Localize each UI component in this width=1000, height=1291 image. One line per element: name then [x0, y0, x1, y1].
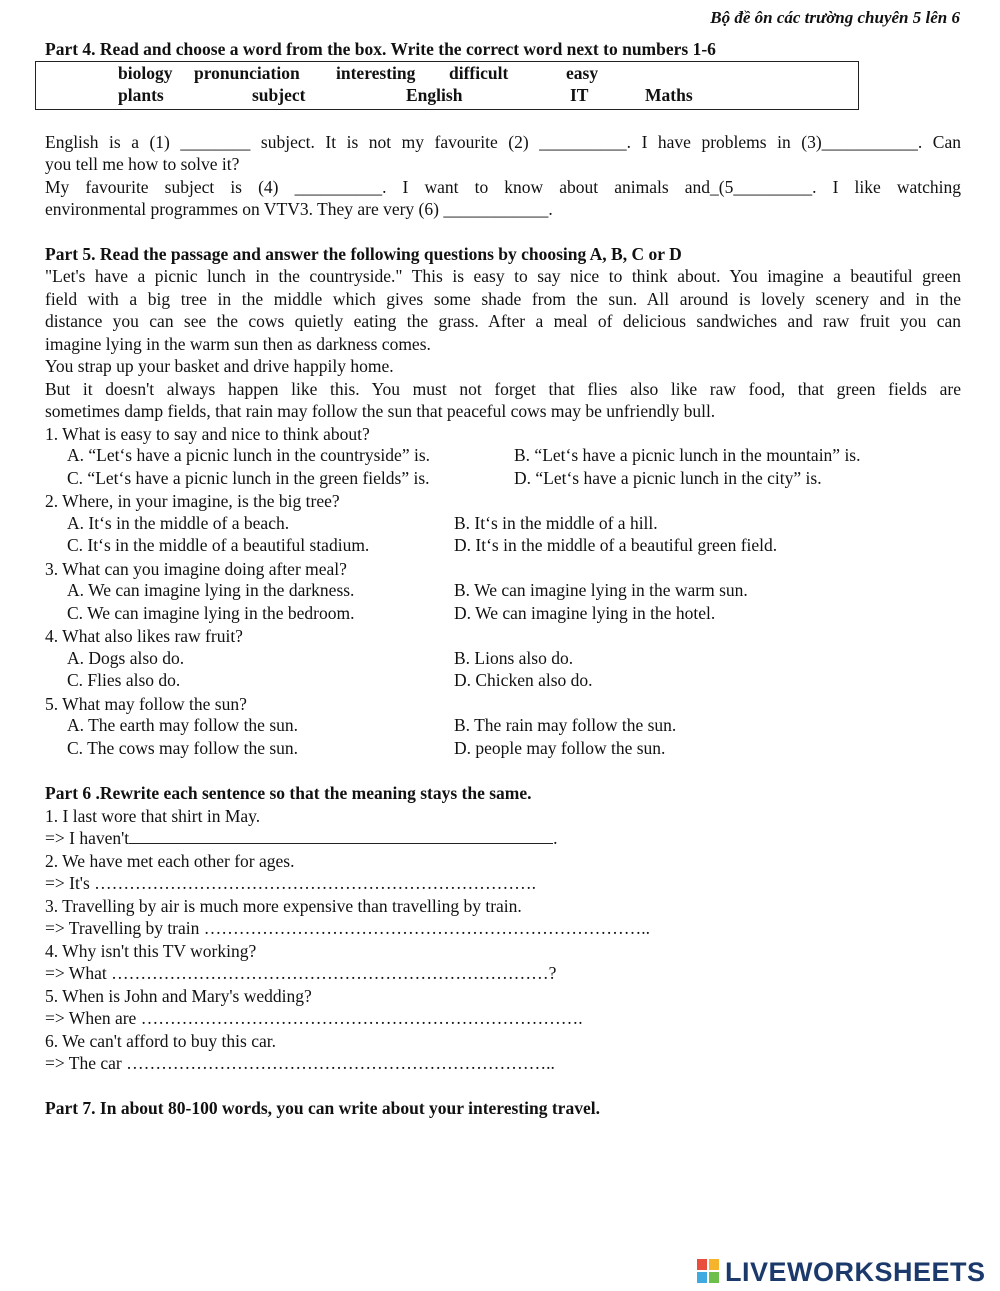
q5-option-a[interactable]: A. The earth may follow the sun. — [67, 715, 299, 735]
rewrite-sentence-4: 4. Why isn't this TV working? — [45, 940, 257, 961]
liveworksheets-logo — [697, 1255, 986, 1289]
q2-option-b[interactable]: B. It‘s in the middle of a hill. — [454, 512, 658, 533]
q3-option-d[interactable]: D. We can imagine lying in the hotel. — [454, 602, 716, 623]
passage-line-1: "Let's have a picnic lunch in the countryside." This is easy to say nice to think about. You imagine a beautiful green — [45, 266, 961, 286]
passage-line-4: imagine lying in the warm sun then as darkness comes. — [45, 333, 431, 354]
part4-line-4[interactable]: environmental programmes on VTV3. They are very (6) ____________. — [45, 199, 553, 219]
part5-heading: Part 5. Read the passage and answer the following questions by choosing A, B, C or D — [45, 243, 682, 264]
part4-line-2: you tell me how to solve it? — [45, 154, 240, 174]
q1-option-a[interactable]: A. “Let‘s have a picnic lunch in the countryside” is. — [67, 445, 431, 465]
part4-line-1[interactable]: English is a (1) ________ subject. It is not my favourite (2) __________. I have problems in (3)___________. Can — [45, 131, 961, 152]
q4-option-b[interactable]: B. Lions also do. — [454, 647, 574, 668]
worksheet-content — [45, 38, 961, 1119]
q3-option-b[interactable]: B. We can imagine lying in the warm sun. — [454, 580, 748, 600]
rewrite-sentence-2: 2. We have met each other for ages. — [45, 850, 295, 871]
word-difficult: difficult — [449, 62, 509, 83]
rewrite-answer-1[interactable] — [45, 827, 961, 850]
q1-option-d[interactable]: D. “Let‘s have a picnic lunch in the city” is. — [514, 467, 822, 488]
q4-option-d[interactable]: D. Chicken also do. — [454, 670, 593, 690]
part4-heading: Part 4. Read and choose a word from the box. Write the correct word next to numbers 1-6 — [45, 39, 716, 59]
question-2: 2. Where, in your imagine, is the big tree? — [45, 491, 340, 511]
passage-line-2: field with a big tree in the middle which gives some shade from the sun. All around is lovely scenery and in the — [45, 288, 961, 309]
liveworksheets-logo-text: LIVEWORKSHEETS — [725, 1256, 986, 1287]
header-title: Bộ đề ôn các trường chuyên 5 lên 6 — [710, 8, 960, 27]
q5-option-b[interactable]: B. The rain may follow the sun. — [454, 715, 677, 735]
passage-line-3: distance you can see the cows quietly eating the grass. After a meal of delicious sandwiches and raw fruit you can — [45, 311, 961, 331]
part4-line-3[interactable]: My favourite subject is (4) __________. I want to know about animals and_(5_________. I like watching — [45, 176, 961, 197]
word-plants: plants — [118, 84, 164, 105]
word-biology: biology — [118, 62, 173, 83]
word-interesting: interesting — [336, 62, 416, 83]
word-pronunciation: pronunciation — [194, 62, 300, 83]
part6-heading: Part 6 .Rewrite each sentence so that the meaning stays the same. — [45, 783, 532, 803]
q2-option-c[interactable]: C. It‘s in the middle of a beautiful stadium. — [67, 535, 370, 555]
q5-option-d[interactable]: D. people may follow the sun. — [454, 737, 666, 758]
question-1: 1. What is easy to say and nice to think about? — [45, 423, 370, 444]
question-5: 5. What may follow the sun? — [45, 693, 247, 714]
q4-option-a[interactable]: A. Dogs also do. — [67, 647, 185, 668]
rewrite-answer-5[interactable]: => When are …………………………………………………………………. — [45, 1008, 583, 1028]
rewrite-answer-6[interactable]: => The car ……………………………………………………………….. — [45, 1053, 555, 1073]
rewrite-blank-1[interactable] — [129, 829, 553, 844]
rewrite-answer-3[interactable]: => Travelling by train ………………………………………………………………….. — [45, 918, 651, 938]
question-4: 4. What also likes raw fruit? — [45, 626, 243, 646]
passage-line-6: But it doesn't always happen like this. You must not forget that flies also like raw food, that green fields are — [45, 378, 961, 399]
word-box-row-2 — [36, 85, 858, 107]
passage-line-7: sometimes damp fields, that rain may follow the sun that peaceful cows may be unfriendly bull. — [45, 401, 716, 421]
rewrite-end-1: . — [553, 828, 558, 848]
part7-heading: Part 7. In about 80-100 words, you can write about your interesting travel. — [45, 1097, 600, 1118]
rewrite-sentence-3: 3. Travelling by air is much more expensive than travelling by train. — [45, 895, 522, 916]
rewrite-sentence-5: 5. When is John and Mary's wedding? — [45, 985, 312, 1006]
q2-option-d[interactable]: D. It‘s in the middle of a beautiful green field. — [454, 535, 778, 555]
q4-option-c[interactable]: C. Flies also do. — [67, 670, 181, 690]
q3-option-c[interactable]: C. We can imagine lying in the bedroom. — [67, 602, 355, 623]
rewrite-sentence-1: 1. I last wore that shirt in May. — [45, 805, 261, 826]
rewrite-answer-4[interactable]: => What …………………………………………………………………? — [45, 963, 557, 983]
q2-option-a[interactable]: A. It‘s in the middle of a beach. — [67, 512, 290, 533]
word-easy: easy — [566, 62, 599, 83]
q3-option-a[interactable]: A. We can imagine lying in the darkness. — [67, 580, 355, 600]
rewrite-answer-2[interactable]: => It's …………………………………………………………………. — [45, 873, 537, 893]
word-box-row-1 — [36, 63, 858, 85]
q5-option-c[interactable]: C. The cows may follow the sun. — [67, 737, 299, 758]
q1-option-b[interactable]: B. “Let‘s have a picnic lunch in the mountain” is. — [514, 445, 861, 465]
question-3: 3. What can you imagine doing after meal? — [45, 558, 347, 579]
q1-option-c[interactable]: C. “Let‘s have a picnic lunch in the green fields” is. — [67, 467, 430, 488]
word-it: IT — [570, 84, 589, 105]
word-english: English — [406, 84, 463, 105]
word-maths: Maths — [645, 84, 693, 105]
liveworksheets-logo-icon — [697, 1259, 721, 1285]
rewrite-sentence-6: 6. We can't afford to buy this car. — [45, 1030, 276, 1051]
rewrite-prompt-1: => I haven't — [45, 828, 130, 848]
word-box — [35, 61, 859, 110]
word-subject: subject — [252, 84, 306, 105]
passage-line-5: You strap up your basket and drive happily home. — [45, 356, 394, 376]
